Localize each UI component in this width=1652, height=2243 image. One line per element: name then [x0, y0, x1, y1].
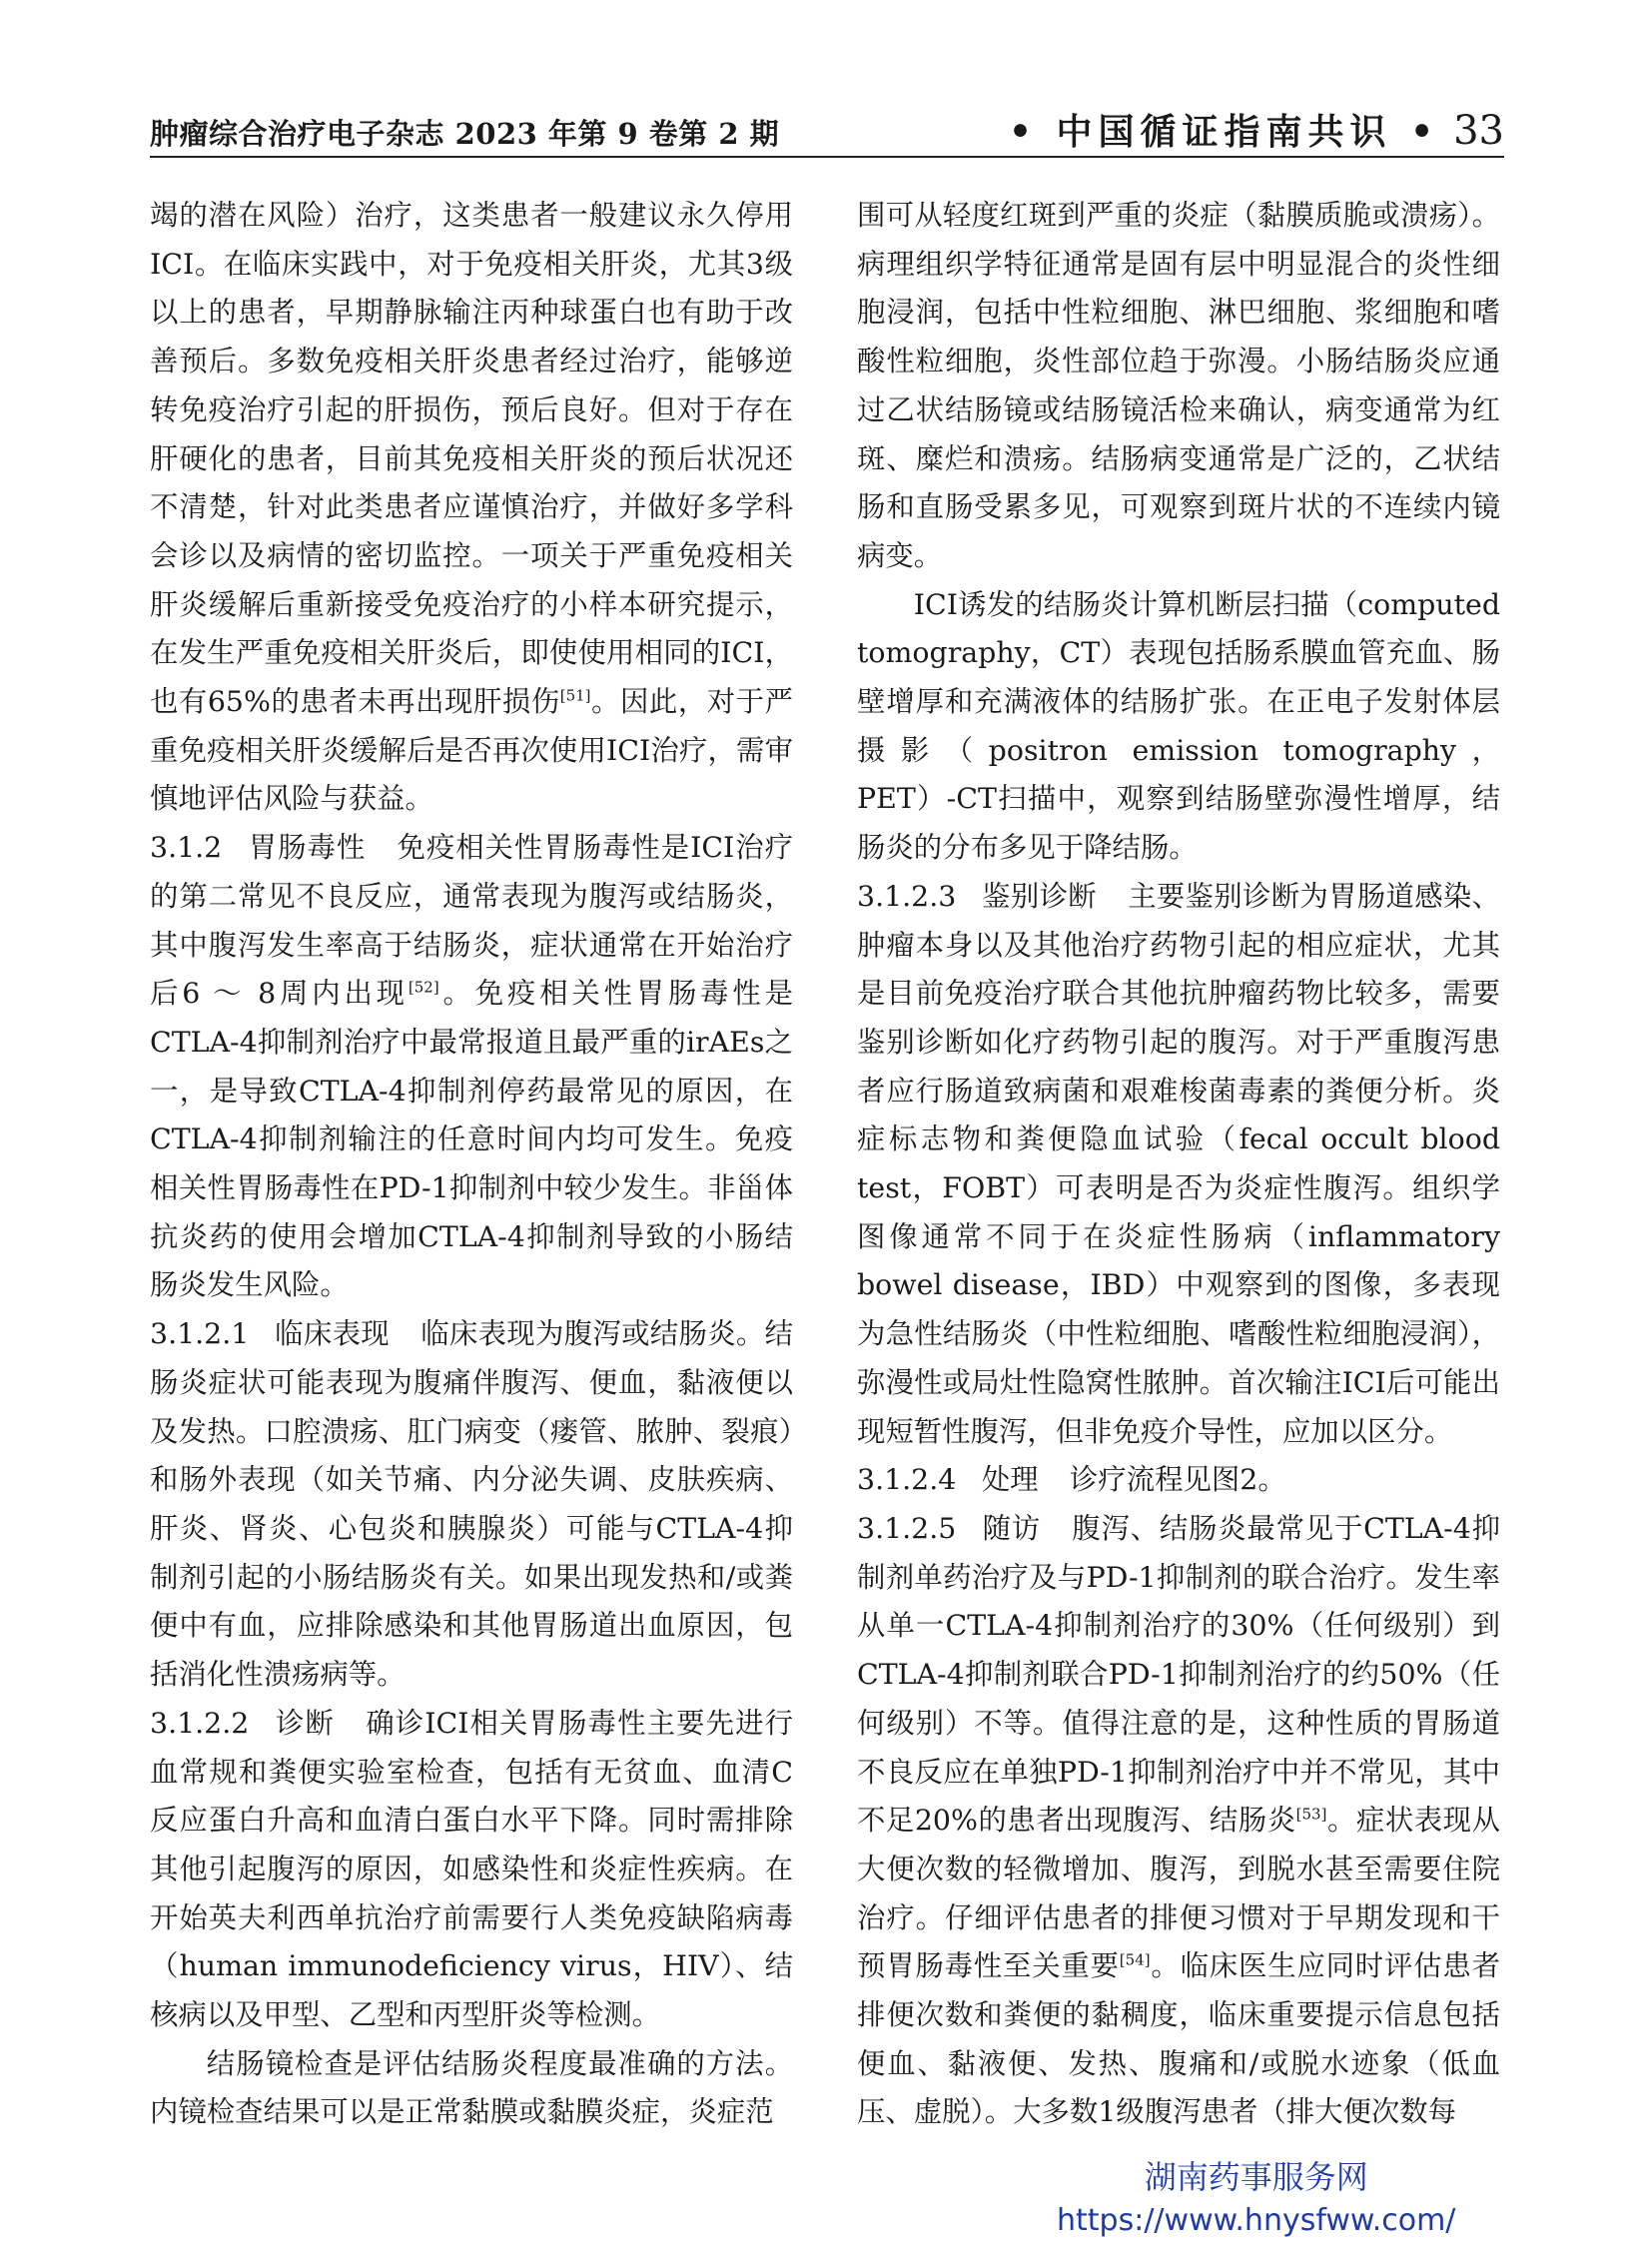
section-title: 鉴别诊断	[981, 879, 1097, 913]
column-header	[1009, 104, 1504, 155]
paragraph: 竭的潜在风险）治疗，这类患者一般建议永久停用ICI。在临床实践中，对于免疫相关肝炎，尤其3级以上的患者，早期静脉输注丙种球蛋白也有助于改善预后。多数免疫相关肝炎患者经过治疗，能够逆转免疫治疗引起的肝损伤，预后良好。但对于存在肝硬化的患者，目前其免疫相关肝炎的预后状况还不清楚，针对此类患者应谨慎治疗，并做好多学科会诊以及病情的密切监控。一项关于严重免疫相关肝炎缓解后重新接受免疫治疗的小样本研究提示，在发生严重免疫相关肝炎后，即使使用相同的ICI，也有65%的患者未再出现肝损伤[51]。因此，对于严重免疫相关肝炎缓解后是否再次使用ICI治疗，需审慎地评估风险与获益。	[150, 199, 793, 816]
watermark-name: 湖南药事服务网	[1144, 2158, 1368, 2196]
section-title: 处理	[981, 1463, 1039, 1497]
section-3-1-2-5: 3.1.2.5 随访 腹泻、结肠炎最常见于CTLA-4抑制剂单药治疗及与PD-1抑制剂的联合治疗。发生率从单一CTLA-4抑制剂治疗的30%（任何级别）到CTLA-4抑制剂联合PD-1抑制剂治疗的约50%（任何级别）不等。值得注意的是，这种性质的胃肠道不良反应在单独PD-1抑制剂治疗中并不常见，其中不足20%的患者出现腹泻、结肠炎[53]。症状表现从大便次数的轻微增加、腹泻，到脱水甚至需要住院治疗。仔细评估患者的排便习惯对于早期发现和干预胃肠毒性至关重要[54]。临床医生应同时评估患者排便次数和粪便的黏稠度，临床重要提示信息包括便血、黏液便、发热、腹痛和/或脱水迹象（低血压、虚脱）。大多数1级腹泻患者（排大便次数每	[857, 1511, 1500, 2129]
watermark-url[interactable]: https://www.hnysfww.com/	[1057, 2203, 1456, 2238]
citation[interactable]: [53]	[1295, 1805, 1327, 1824]
section-number: 3.1.2.1	[150, 1317, 250, 1351]
citation[interactable]: [52]	[408, 978, 439, 997]
journal-header: 肿瘤综合治疗电子杂志 2023 年第 9 卷第 2 期	[150, 117, 780, 151]
section-3-1-2-3: 3.1.2.3 鉴别诊断 主要鉴别诊断为胃肠道感染、肿瘤本身以及其他治疗药物引起的相应症状，尤其是目前免疫治疗联合其他抗肿瘤药物比较多，需要鉴别诊断如化疗药物引起的腹泻。对于严重腹泻患者应行肠道致病菌和艰难梭菌毒素的粪便分析。炎症标志物和粪便隐血试验（fecal occult blood test，FOBT）可表明是否为炎症性腹泻。组织学图像通常不同于在炎症性肠病（inflammatory bowel disease，IBD）中观察到的图像，多表现为急性结肠炎（中性粒细胞、嗜酸性粒细胞浸润），弥漫性或局灶性隐窝性脓肿。首次输注ICI后可能出现短暂性腹泻，但非免疫介导性，应加以区分。	[857, 879, 1500, 1448]
section-3-1-2-4: 3.1.2.4 处理 诊疗流程见图2。	[857, 1463, 1286, 1497]
column-title: • 中国循证指南共识 •	[1009, 111, 1440, 153]
section-3-1-2-2: 3.1.2.2 诊断 确诊ICI相关胃肠毒性主要先进行血常规和粪便实验室检查，包括有无贫血、血清C反应蛋白升高和血清白蛋白水平下降。同时需排除其他引起腹泻的原因，如感染性和炎症性疾病。在开始英夫利西单抗治疗前需要行人类免疫缺陷病毒（human immunodeficiency virus，HIV）、结核病以及甲型、乙型和丙型肝炎等检测。	[150, 1706, 793, 2032]
paragraph: 结肠镜检查是评估结肠炎程度最准确的方法。内镜检查结果可以是正常黏膜或黏膜炎症，炎症范	[150, 2046, 793, 2129]
paragraph: ICI诱发的结肠炎计算机断层扫描（computed tomography，CT）表现包括肠系膜血管充血、肠壁增厚和充满液体的结肠扩张。在正电子发射体层摄影（positron emission tomography，PET）-CT扫描中，观察到结肠壁弥漫性增厚，结肠炎的分布多见于降结肠。	[857, 587, 1500, 865]
section-number: 3.1.2.3	[857, 879, 957, 913]
section-number: 3.1.2.4	[857, 1463, 957, 1497]
citation[interactable]: [51]	[559, 686, 591, 705]
left-column	[150, 192, 793, 2137]
section-number: 3.1.2	[150, 831, 223, 865]
section-title: 随访	[981, 1511, 1042, 1545]
page-number: 33	[1453, 108, 1504, 154]
section-title: 临床表现	[274, 1317, 390, 1351]
section-3-1-2-1: 3.1.2.1 临床表现 临床表现为腹泻或结肠炎。结肠炎症状可能表现为腹痛伴腹泻、便血，黏液便以及发热。口腔溃疡、肛门病变（瘘管、脓肿、裂痕）和肠外表现（如关节痛、内分泌失调、皮肤疾病、肝炎、肾炎、心包炎和胰腺炎）可能与CTLA-4抑制剂引起的小肠结肠炎有关。如果出现发热和/或粪便中有血，应排除感染和其他胃肠道出血原因，包括消化性溃疡病等。	[150, 1317, 793, 1692]
section-title: 胃肠毒性	[247, 831, 367, 865]
right-column	[857, 192, 1500, 2137]
section-number: 3.1.2.2	[150, 1706, 250, 1740]
header-rule	[150, 156, 1504, 158]
watermark	[1057, 2155, 1455, 2243]
paragraph: 围可从轻度红斑到严重的炎症（黏膜质脆或溃疡）。病理组织学特征通常是固有层中明显混合的炎性细胞浸润，包括中性粒细胞、淋巴细胞、浆细胞和嗜酸性粒细胞，炎性部位趋于弥漫。小肠结肠炎应通过乙状结肠镜或结肠镜活检来确认，病变通常为红斑、糜烂和溃疡。结肠病变通常是广泛的，乙状结肠和直肠受累多见，可观察到斑片状的不连续内镜病变。	[857, 199, 1500, 572]
section-number: 3.1.2.5	[857, 1511, 957, 1545]
section-3-1-2: 3.1.2 胃肠毒性 免疫相关性胃肠毒性是ICI治疗的第二常见不良反应，通常表现为腹泻或结肠炎，其中腹泻发生率高于结肠炎，症状通常在开始治疗后6 ～ 8周内出现[52]。免疫相关性胃肠毒性是CTLA-4抑制剂治疗中最常报道且最严重的irAEs之一，是导致CTLA-4抑制剂停药最常见的原因，在CTLA-4抑制剂输注的任意时间内均可发生。免疫相关性胃肠毒性在PD-1抑制剂中较少发生。非甾体抗炎药的使用会增加CTLA-4抑制剂导致的小肠结肠炎发生风险。	[150, 831, 793, 1302]
citation[interactable]: [54]	[1119, 1950, 1151, 1969]
section-title: 诊断	[274, 1706, 336, 1740]
